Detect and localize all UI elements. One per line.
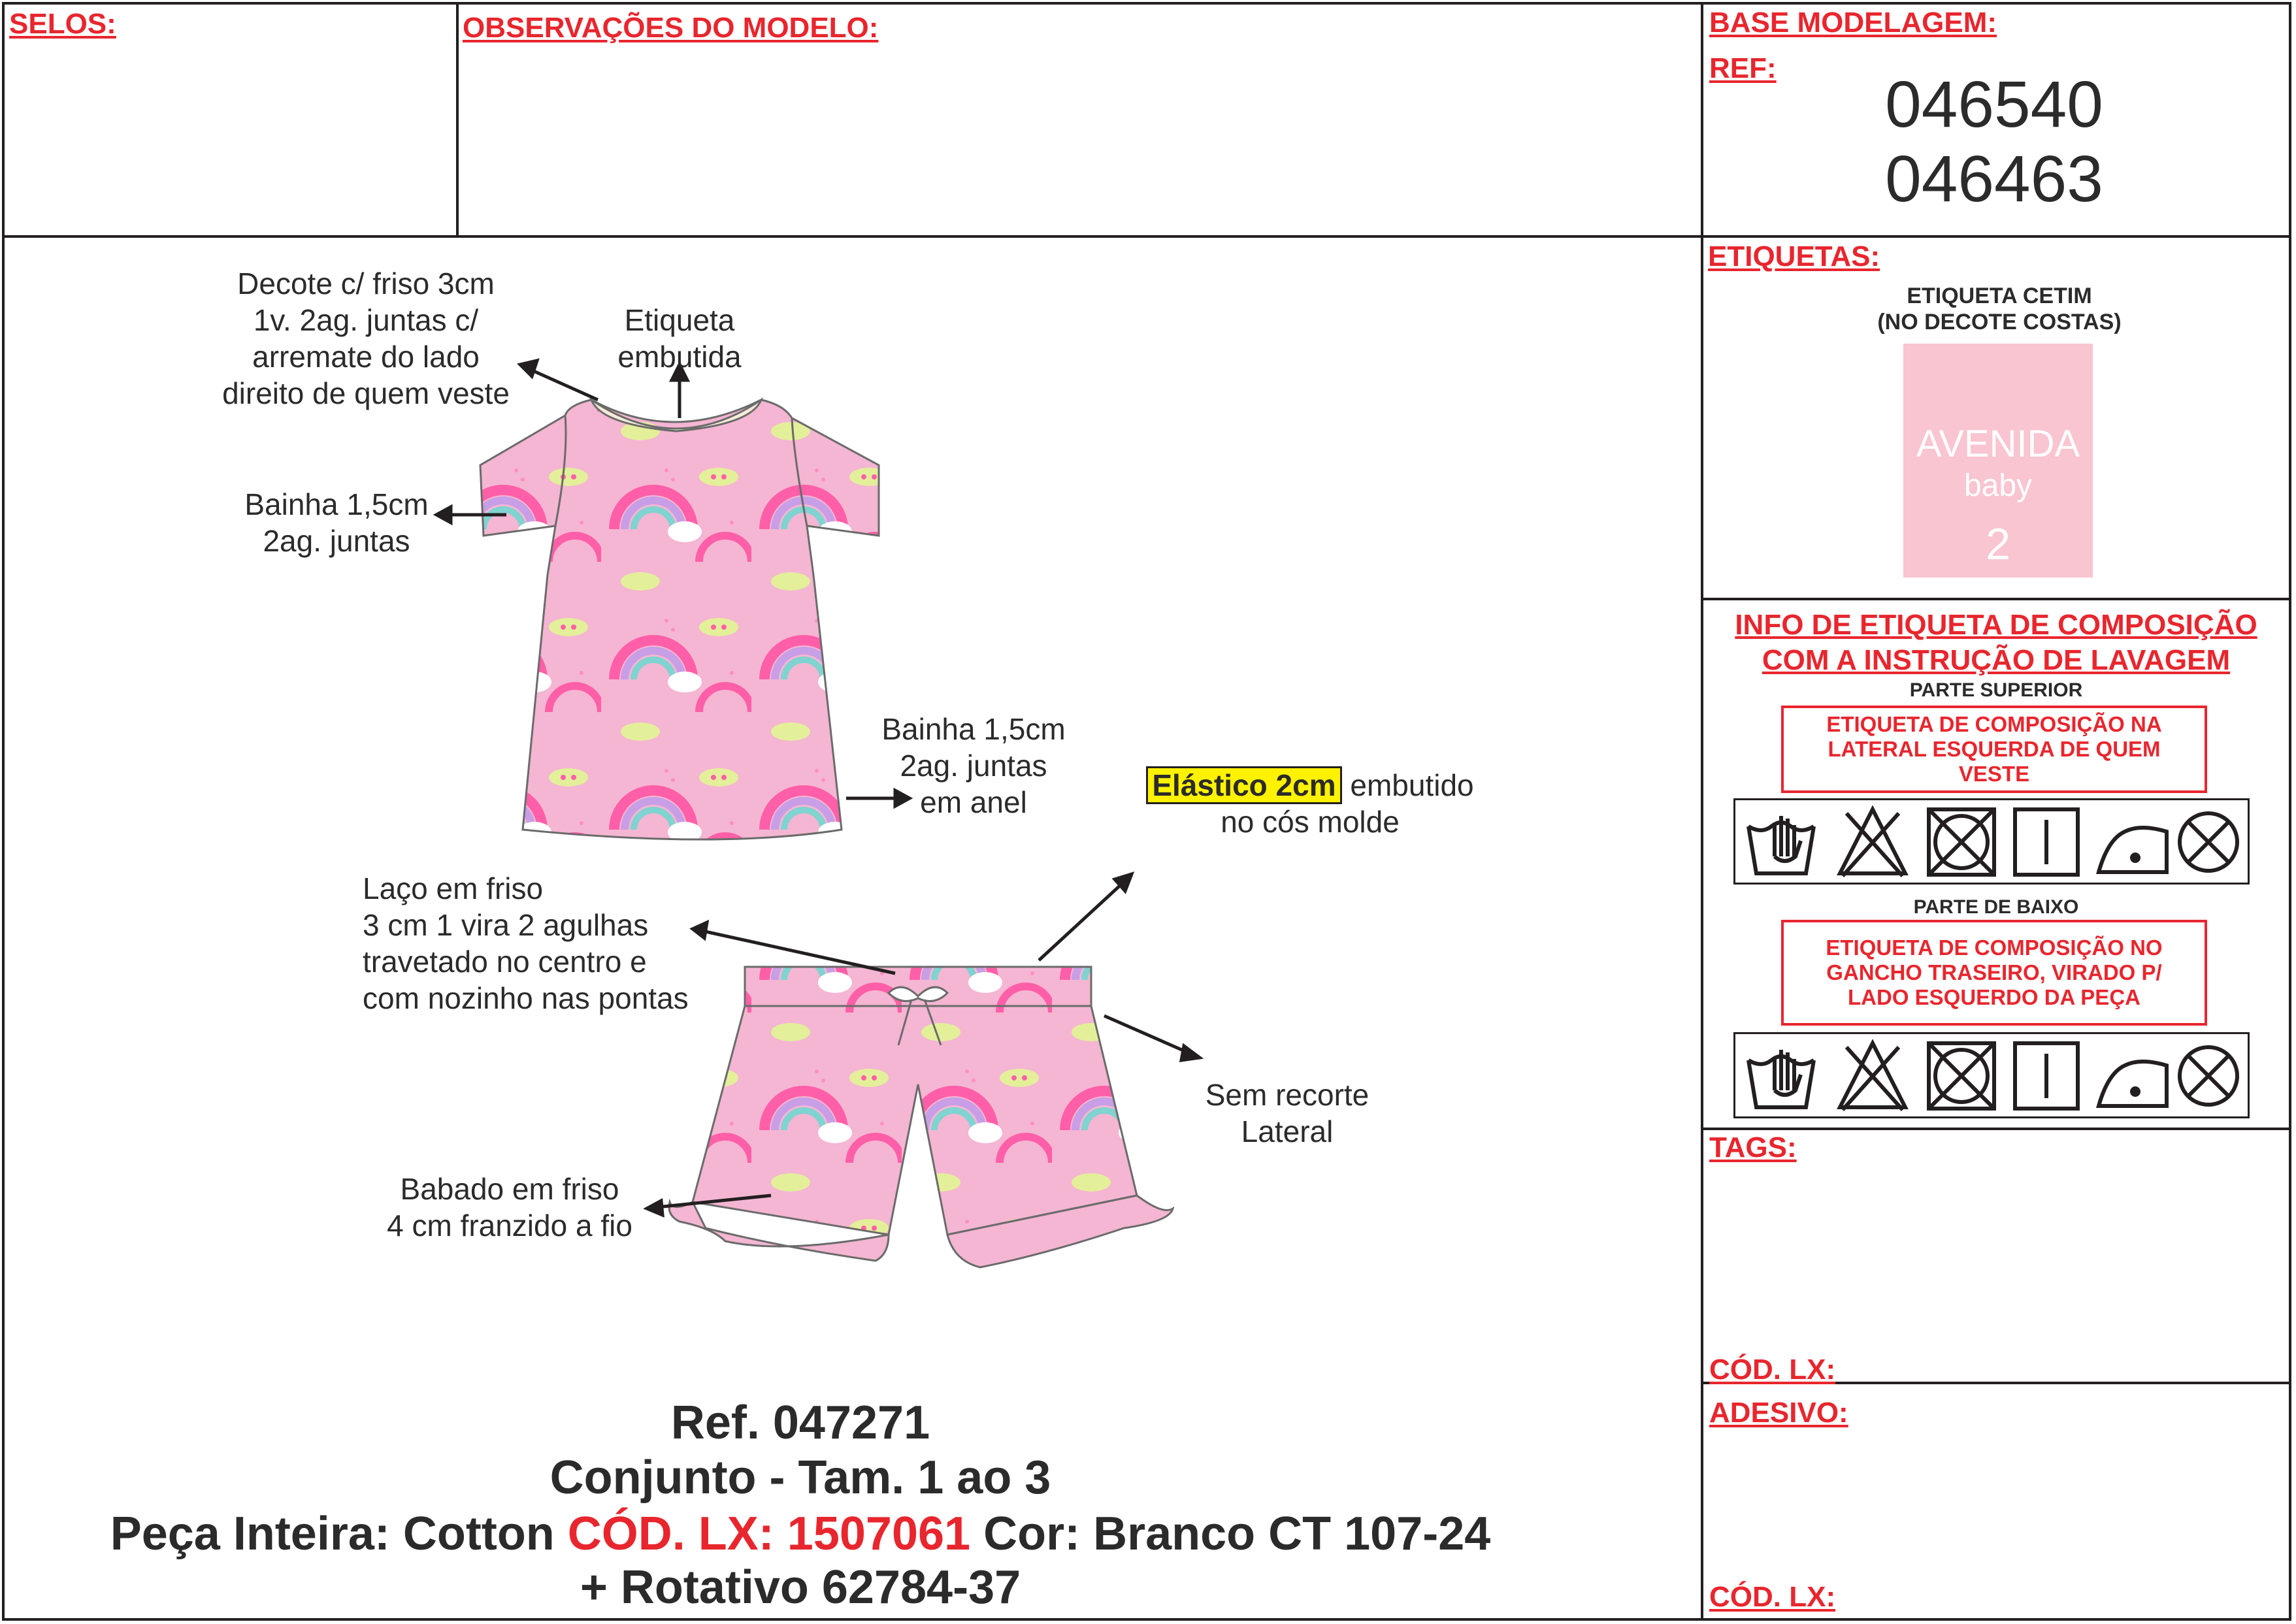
product-ref-line: Ref. 047271 xyxy=(670,1397,930,1449)
decote-line-2: 1v. 2ag. juntas c/ xyxy=(253,303,479,337)
no-dry-clean-icon xyxy=(2180,813,2237,871)
decote-line-1: Decote c/ friso 3cm xyxy=(237,267,495,300)
product-conjunto-line: Conjunto - Tam. 1 ao 3 xyxy=(549,1452,1051,1504)
laco-line-2: 3 cm 1 vira 2 agulhas xyxy=(363,908,649,942)
tags-label: TAGS: xyxy=(1709,1131,1797,1163)
selos-label: SELOS: xyxy=(9,8,116,40)
satin-label-brand: AVENIDA xyxy=(1916,423,2080,465)
product-conjunto xyxy=(0,1450,1699,1505)
iron-low-icon xyxy=(2099,828,2167,872)
superior-box-line-3: VESTE xyxy=(1958,762,2030,786)
satin-label-size: 2 xyxy=(1986,519,2010,569)
tags-cod-label: CÓD. LX: xyxy=(1709,1354,1836,1386)
superior-box-line-1: ETIQUETA DE COMPOSIÇÃO NA xyxy=(1826,712,2162,736)
recorte-note xyxy=(1183,1077,1392,1150)
recorte-line-2: Lateral xyxy=(1241,1114,1334,1148)
composicao-title-2: COM A INSTRUÇÃO DE LAVAGEM xyxy=(1762,644,2231,676)
iron-low-icon xyxy=(2099,1062,2167,1106)
etiqueta-title-2: (NO DECOTE COSTAS) xyxy=(1877,310,2122,334)
laco-line-3: travetado no centro e xyxy=(363,945,647,979)
product-ref xyxy=(0,1395,1699,1450)
product-peca xyxy=(0,1506,1699,1561)
product-cor: Cor: Branco CT 107-24 xyxy=(970,1508,1491,1560)
care-symbols-svg-top xyxy=(1735,800,2248,883)
bainha-barra-line-2: 2ag. juntas xyxy=(900,749,1047,783)
babado-line-1: Babado em friso xyxy=(400,1172,619,1206)
decote-line-4: direito de quem veste xyxy=(222,376,510,410)
hand-wash-icon xyxy=(1748,1050,1814,1107)
ref-number-2: 046463 xyxy=(1885,142,2103,216)
bainha-manga-line-1: Bainha 1,5cm xyxy=(244,487,429,521)
satin-label-swatch xyxy=(1903,344,2093,577)
elastico-rest: embutido xyxy=(1341,768,1474,802)
etiqueta-line-2: embutida xyxy=(617,340,742,374)
elastico-highlight: Elástico 2cm xyxy=(1146,766,1341,804)
superior-box-line-2: LATERAL ESQUERDA DE QUEM xyxy=(1828,737,2161,761)
parte-baixo-label: PARTE DE BAIXO xyxy=(1913,896,2079,918)
decote-line-3: arremate do lado xyxy=(252,340,480,374)
etiquetas-divider xyxy=(1701,598,2291,600)
laco-note xyxy=(363,870,729,1016)
care-symbols-svg-bottom xyxy=(1735,1034,2248,1116)
shorts-drawing xyxy=(669,967,1173,1267)
superior-composition-box xyxy=(1781,706,2207,793)
elastico-note xyxy=(1121,767,1500,840)
no-dry-clean-icon xyxy=(2180,1047,2237,1105)
line-dry-icon xyxy=(2015,1043,2078,1109)
ref-label: REF: xyxy=(1709,52,1777,84)
hand-wash-icon xyxy=(1748,816,1814,873)
adesivo-cod-label: CÓD. LX: xyxy=(1709,1581,1836,1613)
bainha-barra-line-1: Bainha 1,5cm xyxy=(881,712,1066,746)
babado-note xyxy=(366,1171,653,1244)
etiqueta-note xyxy=(588,302,771,375)
no-bleach-icon xyxy=(1840,1043,1905,1110)
bainha-barra-note xyxy=(856,711,1091,820)
bainha-barra-line-3: em anel xyxy=(920,785,1027,819)
baixo-composition-box xyxy=(1781,920,2207,1026)
right-panel-divider xyxy=(1701,2,1703,1621)
parte-superior-label: PARTE SUPERIOR xyxy=(1909,679,2083,701)
base-modelagem-label: BASE MODELAGEM: xyxy=(1709,7,1997,39)
composicao-divider xyxy=(1701,1128,2291,1130)
baixo-box-line-2: GANCHO TRASEIRO, VIRADO P/ xyxy=(1826,960,2162,984)
bainha-manga-line-2: 2ag. juntas xyxy=(263,524,410,558)
baixo-box-line-3: LADO ESQUERDO DA PEÇA xyxy=(1848,985,2140,1009)
baixo-box-line-1: ETIQUETA DE COMPOSIÇÃO NO xyxy=(1826,935,2163,960)
composicao-title xyxy=(1703,608,2289,678)
composicao-title-1: INFO DE ETIQUETA DE COMPOSIÇÃO xyxy=(1735,609,2257,641)
line-dry-icon xyxy=(2015,809,2078,875)
bainha-manga-note xyxy=(222,486,451,559)
elastico-line-2: no cós molde xyxy=(1221,805,1400,839)
ref-number-1: 046540 xyxy=(1885,68,2103,141)
product-rotativo-line: + Rotativo 62784-37 xyxy=(580,1561,1021,1614)
etiqueta-title-1: ETIQUETA CETIM xyxy=(1907,284,2092,308)
care-symbols-strip-top xyxy=(1733,798,2250,885)
etiqueta-line-1: Etiqueta xyxy=(624,303,735,337)
recorte-line-1: Sem recorte xyxy=(1205,1078,1369,1112)
no-bleach-icon xyxy=(1840,809,1905,876)
no-tumble-dry-icon xyxy=(1929,1043,1994,1109)
laco-line-1: Laço em friso xyxy=(363,871,544,905)
peca-prefix: Peça Inteira: Cotton xyxy=(110,1508,568,1560)
care-symbols-strip-bottom xyxy=(1733,1032,2250,1118)
adesivo-label: ADESIVO: xyxy=(1709,1397,1848,1429)
tshirt-drawing xyxy=(480,400,879,839)
observacoes-label: OBSERVAÇÕES DO MODELO: xyxy=(463,12,879,44)
satin-label-sub: baby xyxy=(1963,468,2033,503)
babado-line-2: 4 cm franzido a fio xyxy=(387,1209,632,1242)
no-tumble-dry-icon xyxy=(1929,809,1994,875)
product-cod-lx: CÓD. LX: 1507061 xyxy=(567,1508,971,1560)
laco-line-4: com nozinho nas pontas xyxy=(363,981,689,1015)
product-rotativo xyxy=(0,1560,1699,1615)
etiquetas-label: ETIQUETAS: xyxy=(1708,240,1880,272)
decote-note xyxy=(203,265,529,412)
